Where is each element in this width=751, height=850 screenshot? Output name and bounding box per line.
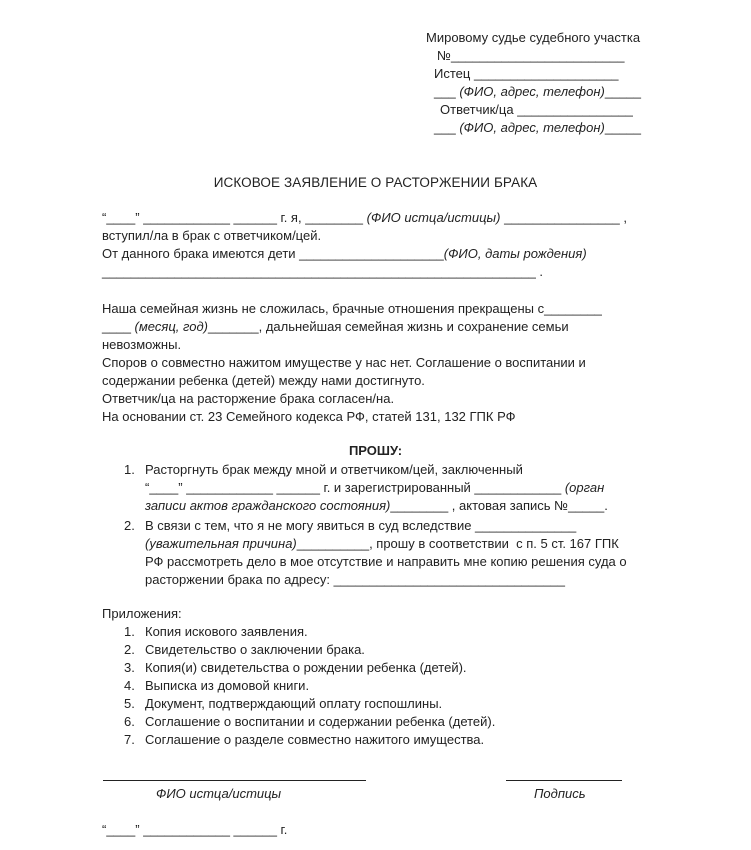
defendant-line: Ответчик/ца ________________ [440,102,633,117]
attachment-number: 7. [124,732,135,747]
attachment-item: Копия искового заявления. [145,624,308,639]
attachment-item: Копия(и) свидетельства о рождении ребенка (детей). [145,660,467,675]
body-line-4: Споров о совместно нажитом имуществе у нас нет. Соглашение о воспитании и [102,355,586,370]
attachment-number: 5. [124,696,135,711]
request-item-number: 2. [124,518,135,533]
body-line-5: содержании ребенка (детей) между нами достигнуто. [102,373,425,388]
body-line-6: Ответчик/ца на расторжение брака согласен/на. [102,391,395,406]
attachment-item: Документ, подтверждающий оплату госпошлины. [145,696,443,711]
plaintiff-details-line: ___ (ФИО, адрес, телефон)_____ [434,84,641,99]
request-item-number: 1. [124,462,135,477]
attachment-item: Выписка из домовой книги. [145,678,310,693]
request-item-line: (уважительная причина)__________, прошу в соответствии с п. 5 ст. 167 ГПК [145,536,619,551]
request-item-line: Расторгнуть брак между мной и ответчиком/цей, заключенный [145,462,523,477]
attachment-item: Соглашение о воспитании и содержании ребенка (детей). [145,714,496,729]
request-item-line: В связи с тем, что я не могу явиться в суд вследствие ______________ [145,518,577,533]
attachment-number: 2. [124,642,135,657]
request-item-line: записи актов гражданского состояния)________ , актовая запись №_____. [145,498,608,513]
attachment-item: Свидетельство о заключении брака. [145,642,365,657]
body-line-3: невозможны. [102,337,182,352]
attachment-number: 3. [124,660,135,675]
attachments-heading: Приложения: [102,606,182,621]
intro-line-marriage: вступил/ла в брак с ответчиком/цей. [102,228,322,243]
signature-caption: Подпись [534,786,586,801]
body-line-2: ____ (месяц, год)_______, дальнейшая семейная жизнь и сохранение семьи [102,319,569,334]
court-number-line: №________________________ [437,48,625,63]
defendant-details-line: ___ (ФИО, адрес, телефон)_____ [434,120,641,135]
addressee-line: Мировому судье судебного участка [426,30,641,45]
attachment-number: 4. [124,678,135,693]
request-item-line: РФ рассмотреть дело в мое отсутствие и направить мне копию решения суда о [145,554,627,569]
intro-line-date: “____” ____________ ______ г. я, ________ (ФИО истца/истицы) ________________ , [102,210,627,225]
request-heading: ПРОШУ: [348,443,403,458]
document-title: ИСКОВОЕ ЗАЯВЛЕНИЕ О РАСТОРЖЕНИИ БРАКА [213,175,538,190]
signature-line [506,780,622,781]
name-signature-line [103,780,366,781]
body-line-1: Наша семейная жизнь не сложилась, брачные отношения прекращены с________ [102,301,602,316]
request-item-line: “____” ____________ ______ г. и зарегистрированный ____________ (орган [145,480,605,495]
plaintiff-line: Истец ____________________ [434,66,619,81]
date-line: “____” ____________ ______ г. [102,822,288,837]
attachment-number: 1. [124,624,135,639]
body-line-7: На основании ст. 23 Семейного кодекса РФ, статей 131, 132 ГПК РФ [102,409,516,424]
intro-line-children: От данного брака имеются дети ____________________(ФИО, даты рождения) [102,246,587,261]
attachment-item: Соглашение о разделе совместно нажитого имущества. [145,732,485,747]
attachment-number: 6. [124,714,135,729]
request-item-line: расторжении брака по адресу: ________________________________ [145,572,565,587]
intro-line-blank: ____________________________________________________________ . [102,264,544,279]
name-caption: ФИО истца/истицы [156,786,282,801]
